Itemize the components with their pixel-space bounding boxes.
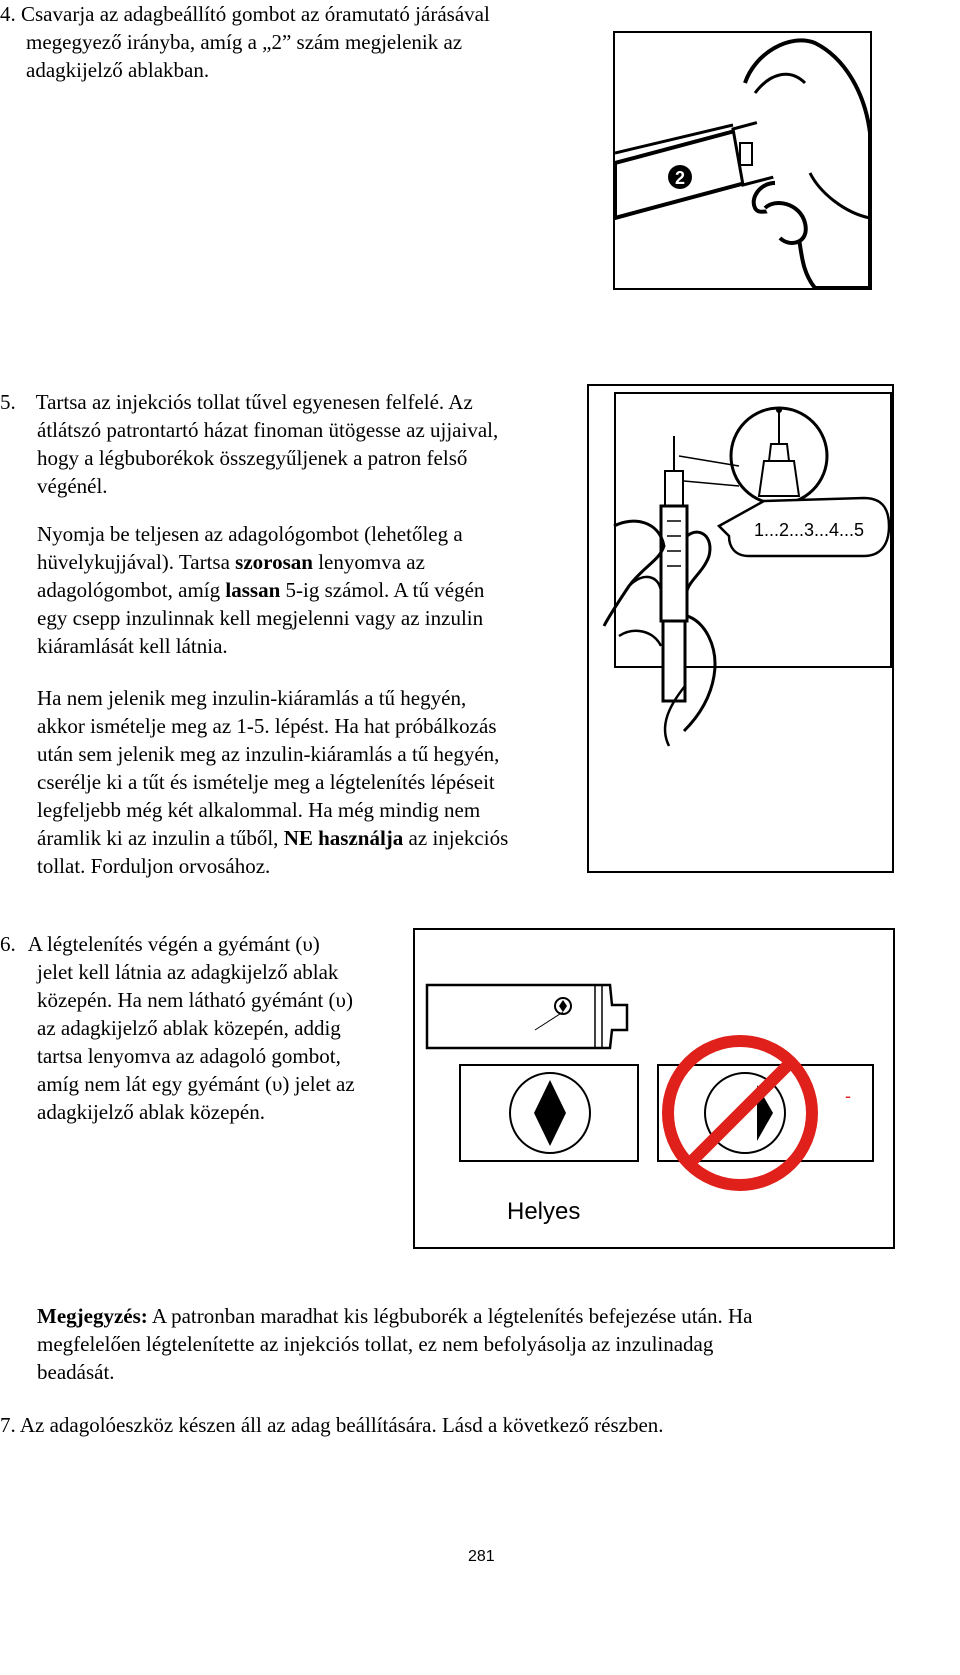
note-line-1: A patronban maradhat kis légbuborék a légtelenítés befejezése után. Ha (147, 1304, 753, 1328)
figure-dial-pen (613, 31, 872, 290)
step5-para2-bold-szorosan: szorosan (235, 550, 313, 574)
dose-window-number: 2 (674, 168, 686, 188)
step5-para1-line-2: átlátszó patrontartó házat finoman ütögesse az ujjaival, (37, 418, 499, 442)
step6-line-5: tartsa lenyomva az adagoló gombot, (37, 1044, 341, 1068)
diamond-window-illustration (415, 930, 893, 1247)
note-text (37, 1302, 937, 1386)
priming-illustration (589, 386, 892, 871)
dash-mark: - (845, 1086, 851, 1106)
step5-para2-line-4: egy csepp inzulinnak kell megjelenni vagy az inzulin (37, 606, 484, 630)
page-number: 281 (468, 1548, 495, 1565)
step4-line-1: Csavarja az adagbeállító gombot az óramutató járásával (21, 2, 490, 26)
step5-para3 (37, 684, 597, 880)
note-line-3: beadását. (37, 1360, 115, 1384)
step4-line-2: megegyező irányba, amíg a „2” szám megjelenik az (26, 30, 463, 54)
step7-text: 7. Az adagolóeszköz készen áll az adag beállítására. Lásd a következő részben. (0, 1413, 664, 1437)
step5-para3-line-6a: áramlik ki az inzulin a tűből, (37, 826, 284, 850)
step5-para2-line-3b: 5-ig számol. A tű végén (280, 578, 485, 602)
step4-text (0, 0, 600, 84)
step5-para3-line-6b: az injekciós (403, 826, 509, 850)
figure-priming-pen (587, 384, 894, 873)
step5-para2-line-5: kiáramlását kell látnia. (37, 634, 228, 658)
count-label: 1...2...3...4...5 (753, 520, 865, 540)
step5-para3-bold-ne-hasznalja: NE használja (283, 826, 404, 850)
step5-para2-line-2a: hüvelykujjával). Tartsa (37, 550, 236, 574)
step6-line-7: adagkijelző ablak közepén. (37, 1100, 265, 1124)
step5-para2-bold-lassan: lassan (225, 578, 281, 602)
step5-para1-line-3: hogy a légbuborékok összegyűljenek a patron felső (37, 446, 468, 470)
note-line-2: megfelelően légtelenítette az injekciós tollat, ez nem befolyásolja az inzulinadag (37, 1332, 714, 1356)
step5-para2-line-1: Nyomja be teljesen az adagológombot (lehetőleg a (37, 522, 463, 546)
step6-line-2: jelet kell látnia az adagkijelző ablak (37, 960, 339, 984)
step5-para1 (0, 388, 600, 500)
step5-para3-line-4: cserélje ki a tűt és ismételje meg a légtelenítés lépéseit (37, 770, 495, 794)
step5-para3-line-2: akkor ismételje meg az 1-5. lépést. Ha hat próbálkozás (37, 714, 497, 738)
step6-line-1: A légtelenítés végén a gyémánt (υ) (27, 932, 320, 956)
step6-text (0, 930, 420, 1126)
step5-para3-line-1: Ha nem jelenik meg inzulin-kiáramlás a tű hegyén, (37, 686, 467, 710)
step6-line-3: közepén. Ha nem látható gyémánt (υ) (37, 988, 353, 1012)
step5-para1-line-1: Tartsa az injekciós tollat tűvel egyenesen felfelé. Az (35, 390, 473, 414)
step5-para2 (37, 520, 597, 660)
figure-diamond-window (413, 928, 895, 1249)
step5-para3-line-3: után sem jelenik meg az inzulin-kiáramlás a tű hegyén, (37, 742, 500, 766)
pen-dial-illustration (615, 33, 870, 288)
step5-para2-line-3a: adagológombot, amíg (37, 578, 226, 602)
step5-para3-line-7: tollat. Forduljon orvosához. (37, 854, 271, 878)
step6-number: 6. (0, 932, 16, 956)
step5-para1-line-4: végénél. (37, 474, 108, 498)
step6-line-4: az adagkijelző ablak közepén, addig (37, 1016, 341, 1040)
step5-number: 5. (0, 390, 16, 414)
step4-line-3: adagkijelző ablakban. (26, 58, 210, 82)
step4-number: 4. (0, 2, 16, 26)
step5-para3-line-5: legfeljebb még két alkalommal. Ha még mindig nem (37, 798, 481, 822)
note-label: Megjegyzés: (37, 1304, 148, 1328)
step6-line-6: amíg nem lát egy gyémánt (υ) jelet az (37, 1072, 355, 1096)
step5-para2-line-2b: lenyomva az (312, 550, 425, 574)
correct-label: Helyes (507, 1198, 581, 1225)
